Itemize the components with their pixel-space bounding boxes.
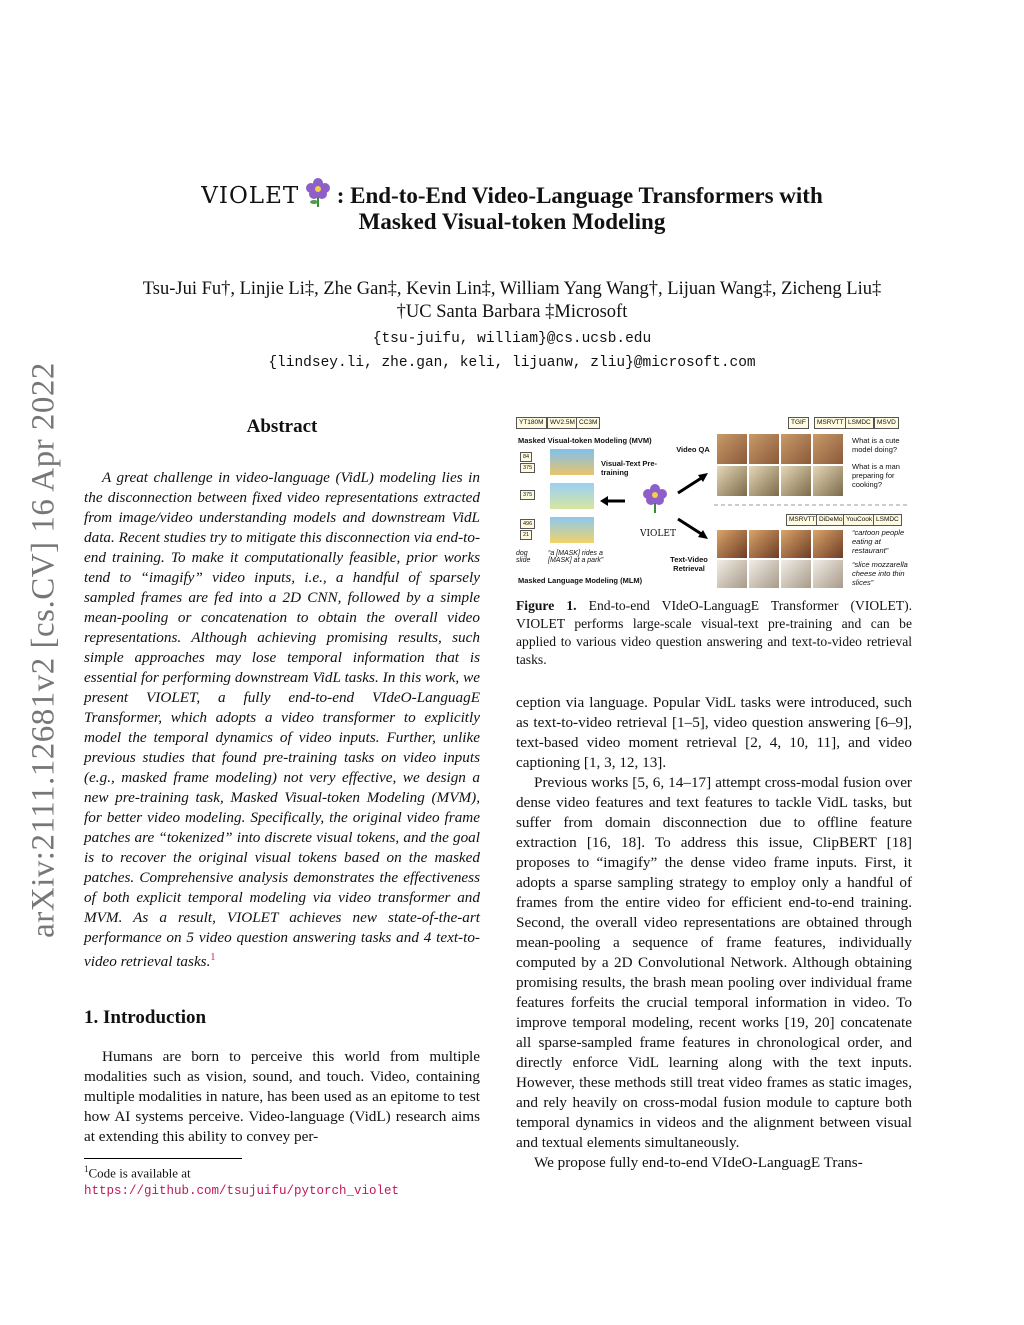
qa-video-frame xyxy=(716,433,748,465)
qa-video-frame xyxy=(812,433,844,465)
dataset-tag: LSMDC xyxy=(845,417,874,429)
email-line-2: {lindsey.li, zhe.gan, keli, lijuanw, zliu}@microsoft.com xyxy=(268,355,756,371)
retrieval-video-frame xyxy=(780,529,812,559)
retrieval-query-2: “slice mozzarella cheese into thin slices” xyxy=(852,560,908,587)
qa-question-2: What is a man preparing for cooking? xyxy=(852,462,900,489)
violet-flower-logo-icon xyxy=(642,481,668,515)
dataset-tag: MSRVTT xyxy=(814,417,847,429)
title-violet-name: VIOLET xyxy=(201,183,300,209)
qa-video-frame xyxy=(780,433,812,465)
violet-flower-icon xyxy=(305,177,331,207)
code-link[interactable]: https://github.com/tsujuifu/pytorch_violet xyxy=(84,1184,400,1199)
dataset-tag: WV2.5M xyxy=(547,417,578,429)
caption-text: End-to-end VIdeO-LanguagE Transformer (VIOLET). VIOLET performs large-scale visual-text pre-training and can be applied to various video question answering and text-to-video retrieval tasks. xyxy=(516,598,912,667)
retrieval-video-frame xyxy=(780,559,812,589)
dataset-tag: MSVD xyxy=(874,417,899,429)
mlm-masked-sentence: “a [MASK] rides a [MASK] at a park” xyxy=(548,550,604,564)
footnote xyxy=(84,1161,480,1200)
visual-token: 496 xyxy=(520,519,535,529)
author-list: Tsu-Jui Fu†, Linjie Li‡, Zhe Gan‡, Kevin Lin‡, William Yang Wang†, Lijuan Wang‡, Zicheng Liu‡ xyxy=(142,279,882,299)
paper-title-line2: Masked Visual-token Modeling xyxy=(358,209,666,234)
qa-video-frame xyxy=(780,465,812,497)
retrieval-video-frame xyxy=(748,529,780,559)
retrieval-video-frame xyxy=(716,529,748,559)
retrieval-video-frame xyxy=(812,559,844,589)
dataset-tag: YouCook xyxy=(843,514,875,526)
dataset-tag: MSRVTT xyxy=(786,514,819,526)
mvm-label: Masked Visual-token Modeling (MVM) xyxy=(518,436,652,445)
figure-logo-word: VIOLET xyxy=(640,529,676,539)
arxiv-sidebar xyxy=(14,355,74,945)
visual-token: 375 xyxy=(520,463,535,473)
introduction-heading: 1. Introduction xyxy=(84,1007,207,1028)
retrieval-video-frame xyxy=(716,559,748,589)
video-qa-label: Video QA xyxy=(676,445,710,454)
arxiv-identifier: arXiv:2111.12681v2 [cs.CV] 16 Apr 2022 xyxy=(25,362,62,938)
retrieval-label: Text-Video Retrieval xyxy=(670,555,708,573)
footnote-rule xyxy=(84,1158,242,1159)
retrieval-video-frame xyxy=(812,529,844,559)
footnote-mark: 1 xyxy=(84,1164,89,1174)
introduction-paragraph-1: Humans are born to perceive this world from multiple modalities such as vision, sound, and touch. Video, containing multiple modalities in nature, has been used as an epitome to test how AI systems perceive. Video-language (VidL) research aims at extending this ability to convey per- xyxy=(84,1048,480,1145)
figure-1 xyxy=(516,415,912,590)
dataset-tag: CC3M xyxy=(576,417,600,429)
introduction-section xyxy=(84,1007,480,1147)
dataset-tag: YT180M xyxy=(516,417,547,429)
retrieval-query-1: “cartoon people eating at restaurant” xyxy=(852,528,905,555)
qa-video-frame xyxy=(716,465,748,497)
footnote-text: Code is available at xyxy=(88,1165,191,1181)
mlm-answer-words: dog slide xyxy=(516,550,531,564)
right-column-text xyxy=(516,693,912,1173)
pretraining-label: Visual-Text Pre-training xyxy=(601,459,657,477)
abstract-heading: Abstract xyxy=(246,416,318,437)
retrieval-video-frame xyxy=(748,559,780,589)
abstract-text xyxy=(84,468,480,972)
title-text-line1: : End-to-End Video-Language Transformers with xyxy=(336,183,823,208)
qa-video-frame xyxy=(748,433,780,465)
affiliations: †UC Santa Barbara ‡Microsoft xyxy=(396,302,628,322)
email-line-1: {tsu-juifu, william}@cs.ucsb.edu xyxy=(372,331,652,347)
caption-label: Figure 1. xyxy=(516,598,577,613)
abstract-body: A great challenge in video-language (VidL) modeling lies in the disconnection between fixed video representations extracted from image/video understanding models and downstream VidL data. Recent studies try to mitigate this disconnection via end-to-end training. To make it computationally feasible, prior works tend to “imagify” video inputs, i.e., a handful of sparsely sampled frames are fed into a 2D CNN, followed by a simple mean-pooling or concatenation to obtain the overall video representations. Although achieving promising results, such simple approaches may lose temporal information that is essential for performing downstream VidL tasks. In this work, we present VIOLET, a fully end-to-end VIdeO-LanguagE Transformer, which adopts a video transformer to explicitly model the temporal dynamics of video inputs. Further, unlike previous studies that found pre-training tasks on video inputs (e.g., masked frame modeling) not very effective, we design a new pre-training task, Masked Visual-token Modeling (MVM), for better video modeling. Specifically, the original video frame patches are “tokenized” into discrete visual tokens, and the goal is to recover the original visual tokens based on the masked patches. Comprehensive analysis demonstrates the effectiveness of both explicit temporal modeling via video transformer and MVM. As a result, VIOLET achieves new state-of-the-art performance on 5 video question answering tasks and 4 text-to-video retrieval tasks. xyxy=(84,469,480,971)
paper-title-line1 xyxy=(0,177,1024,211)
visual-token: 21 xyxy=(520,530,532,540)
visual-token: 84 xyxy=(520,452,532,462)
abstract-section xyxy=(84,416,480,972)
qa-video-frame xyxy=(748,465,780,497)
abstract-footmark[interactable]: 1 xyxy=(210,952,216,963)
qa-question-1: What is a cute model doing? xyxy=(852,436,900,454)
dataset-tag: TGIF xyxy=(788,417,809,429)
dataset-tag: LSMDC xyxy=(873,514,902,526)
mlm-label: Masked Language Modeling (MLM) xyxy=(518,576,643,585)
introduction-paragraph-2: Previous works [5, 6, 14–17] attempt cross-modal fusion over dense video features and text features to tackle VidL tasks, but suffer from domain disconnection due to offline feature extraction [16, 18]. To address this issue, ClipBERT [18] proposes to “imagify” the dense video frame inputs. First, it adopts a sparse sampling strategy to employ only a handful of frames from the entire video for efficient end-to-end training. Second, the overall video representations are obtained through mean-pooling a sequence of frame features, individually computed by a 2D Convolutional Network. Although obtaining promising results, the brash mean pooling over individual frame features forfeits the crucial temporal information in video. To improve temporal modeling, recent works [19, 20] concatenate all sparse-sampled frame features in chronological order, and directly enforce VidL learning along with the text inputs. However, these methods still treat video frames as static images, and rely heavily on cross-modal fusion module to capture both temporal dynamics in videos and the alignment between visual and textual elements simultaneously. xyxy=(516,774,912,1151)
visual-token: 375 xyxy=(520,490,535,500)
dataset-tag: DiDeMo xyxy=(816,514,845,526)
introduction-paragraph-continued: ception via language. Popular VidL tasks were introduced, such as text-to-video retrieval [1–5], video question answering [6–9], text-based video moment retrieval [2, 4, 10, 11], and video captioning [1, 3, 12, 13]. xyxy=(516,694,912,771)
introduction-paragraph-3: We propose fully end-to-end VIdeO-LanguagE Trans- xyxy=(534,1154,863,1171)
figure-1-caption xyxy=(516,597,912,669)
qa-video-frame xyxy=(812,465,844,497)
